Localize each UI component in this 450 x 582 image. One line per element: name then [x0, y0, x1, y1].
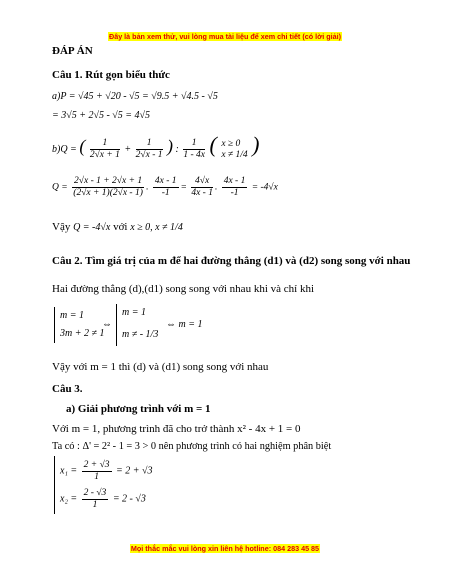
q1-b-fraction-3: $\frac{1}{1 - 4x}$: [183, 138, 205, 161]
q2-condition-line: Hai đường thẳng (d),(d1) song song với nhau khi và chỉ khi: [52, 283, 315, 295]
q3-root-1: x₁ = $\frac{2 + √3}{1}$ = 2 + √3: [60, 460, 153, 482]
q2-conclusion: Vậy với m = 1 thì (d) và (d1) song song với nhau: [52, 361, 269, 373]
q3-heading: Câu 3.: [52, 383, 83, 395]
q1-q-fraction-3: $\frac{4√x}{4x - 1}$: [191, 176, 213, 198]
q2-system-1-row-1: m = 1: [60, 310, 84, 321]
q3-roots-brace: [54, 456, 55, 514]
q1-q-fraction-1: $\frac{2√x - 1 + 2√x + 1}{(2√x + 1)(2√x - 1)}$: [73, 176, 143, 198]
q1-b-conditions: x ≥ 0 x ≠ 1/4: [221, 138, 248, 160]
q2-result: ⇔ m = 1: [166, 319, 203, 330]
q1-part-a-line2: = 3√5 + 2√5 - √5 = 4√5: [52, 110, 151, 121]
q1-part-b: b)Q = ( $\frac{1}{2√x + 1}$ + $\frac{1}{2√x - 1}$ ) : $\frac{1}{1 - 4x}$ ( x ≥ 0 x ≠ 1/4 ): [52, 132, 260, 161]
q2-system-2-row-1: m = 1: [122, 307, 146, 318]
q1-part-a-line1: a)P = √45 + √20 - √5 = √9.5 + √4.5 - √5: [52, 91, 218, 102]
q3-delta-line: Ta có : Δ' = 2² - 1 = 3 > 0 nên phương trình có hai nghiệm phân biệt: [52, 441, 332, 452]
q1-q-simplification: Q = $\frac{2√x - 1 + 2√x + 1}{(2√x + 1)(2√x - 1)}$ . $\frac{4x - 1}{-1}$ = $\frac{4√x}{4x - 1}$ . $\frac{4x - 1}{-1}$ = -4√x: [52, 176, 278, 198]
q1-conclusion: Vậy Q = -4√x với x ≥ 0, x ≠ 1/4: [52, 221, 183, 233]
q1-b-fraction-1: $\frac{1}{2√x + 1}$: [89, 138, 120, 161]
q1-heading: Câu 1. Rút gọn biểu thức: [52, 69, 170, 81]
q2-heading: Câu 2. Tìm giá trị của m để hai đường thẳng (d1) và (d2) song song với nhau: [52, 255, 411, 267]
q1-q-fraction-4: $\frac{4x - 1}{-1}$: [223, 176, 246, 198]
q3-root-2: x₂ = $\frac{2 - √3}{1}$ = 2 - √3: [60, 488, 146, 510]
q2-equiv-1: ⇔: [102, 319, 112, 330]
q3-part-a-heading: a) Giải phương trình với m = 1: [66, 403, 211, 415]
hotline-footer: [0, 538, 450, 556]
q2-system-1-row-2: 3m + 2 ≠ 1: [60, 328, 105, 339]
q3-substitution-line: Với m = 1, phương trình đã cho trở thành x² - 4x + 1 = 0: [52, 423, 301, 435]
q1-b-fraction-2: $\frac{1}{2√x - 1}$: [135, 138, 163, 161]
q1-b-lead: b)Q =: [52, 144, 77, 155]
q2-system-brace-1: [54, 307, 55, 343]
q2-system-2-row-2: m ≠ - 1/3: [122, 329, 159, 340]
answer-title: ĐÁP ÁN: [52, 45, 93, 57]
preview-banner: [0, 26, 450, 44]
hotline-footer-text: Mọi thắc mắc vui lòng xin liên hệ hotline: 084 283 45 85: [130, 544, 320, 553]
q1-q-fraction-2: $\frac{4x - 1}{-1}$: [154, 176, 177, 198]
q2-system-brace-2: [116, 304, 117, 346]
preview-banner-text: Đây là bản xem thử, vui lòng mua tài liệu để xem chi tiết (có lời giải): [109, 32, 341, 41]
